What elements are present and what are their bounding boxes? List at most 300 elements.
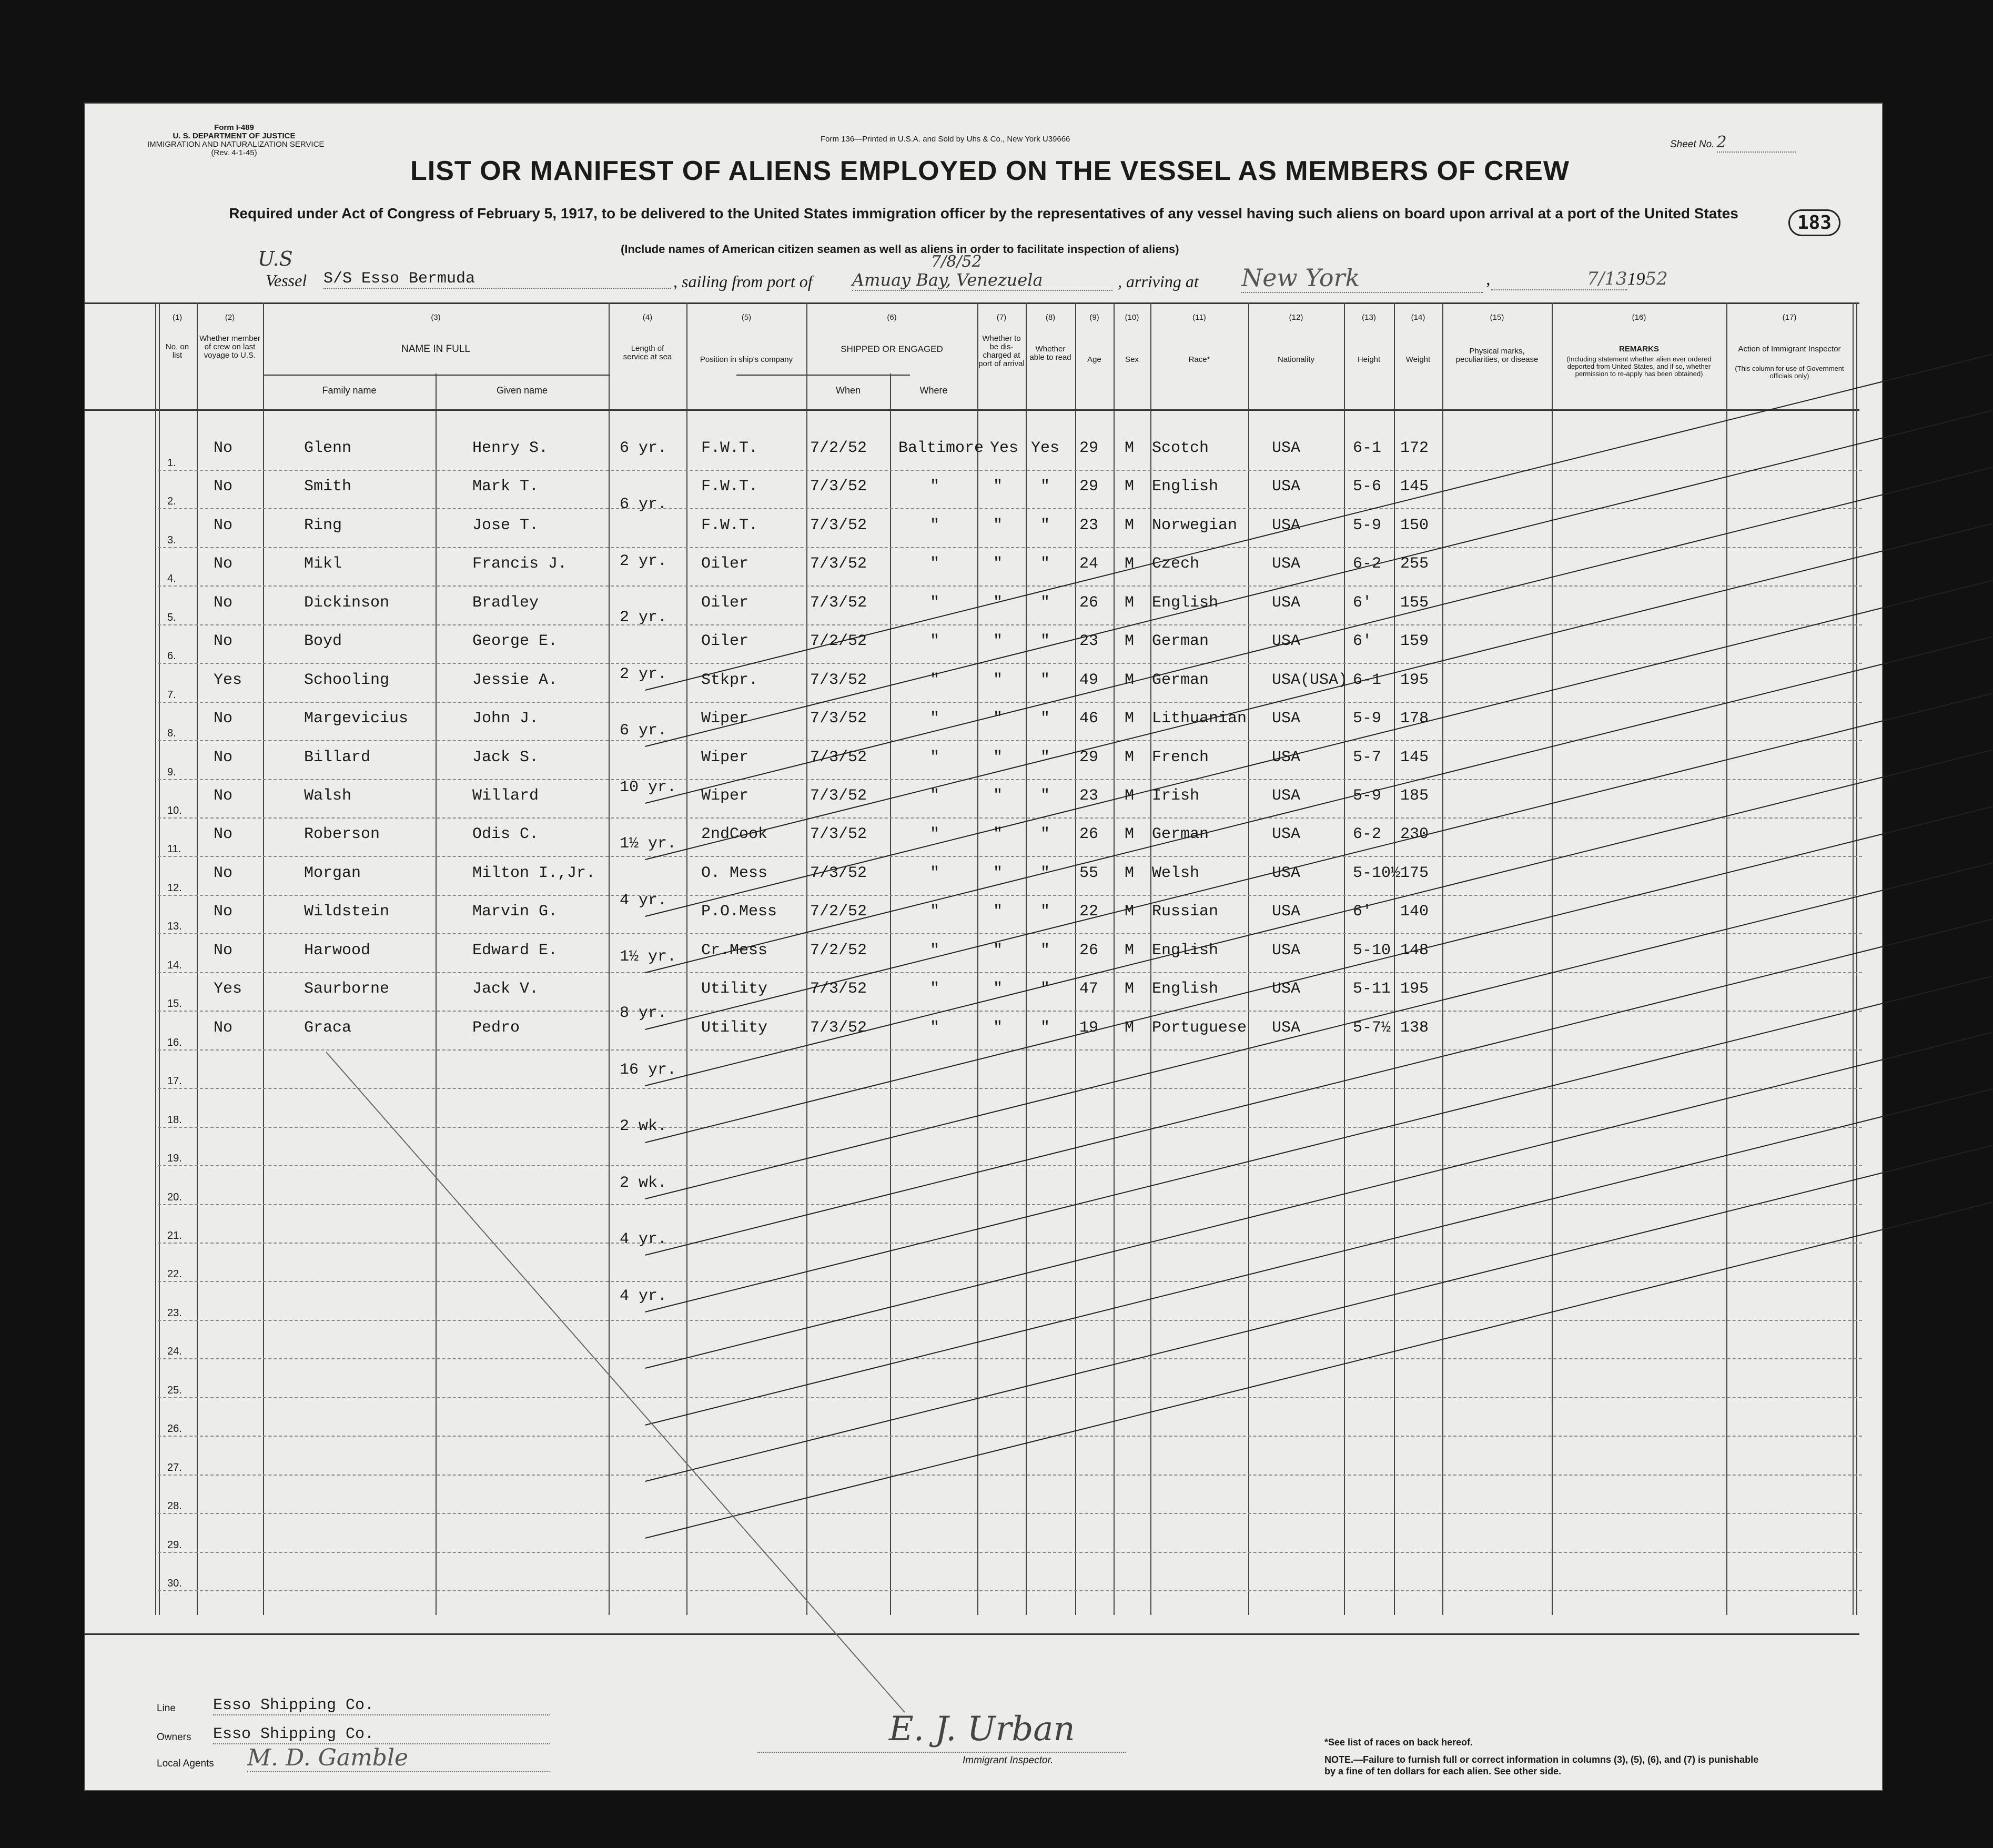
line-value: Esso Shipping Co.: [213, 1696, 550, 1715]
line-number: 13.: [167, 921, 182, 932]
height-cell: 6-1: [1353, 439, 1382, 457]
age-cell: 19: [1079, 1019, 1099, 1037]
race-cell: Norwegian: [1152, 517, 1238, 534]
col-num-2: (2): [225, 313, 235, 322]
discharged-cell: ": [993, 671, 1003, 689]
service-length-cell: 2 yr.: [620, 552, 1993, 570]
last-voyage-cell: No: [214, 942, 233, 960]
sheet-number: 2: [1717, 133, 1796, 153]
col-header-discharged: Whether to be dis-charged at port of arrival: [978, 334, 1025, 368]
discharged-cell: Yes: [990, 439, 1019, 457]
line-number: 23.: [167, 1307, 182, 1319]
sex-cell: M: [1125, 787, 1135, 805]
nationality-cell: USA: [1272, 710, 1301, 728]
discharged-cell: ": [993, 864, 1003, 882]
position-cell: F.W.T.: [701, 439, 758, 457]
service-length-cell: 6 yr.: [620, 722, 1993, 740]
last-voyage-cell: Yes: [214, 671, 242, 689]
race-cell: German: [1152, 632, 1209, 650]
height-cell: 5-7: [1353, 749, 1382, 766]
family-name-cell: Mikl: [304, 555, 342, 573]
shipped-when-cell: 7/3/52: [810, 517, 867, 534]
weight-cell: 150: [1400, 517, 1429, 534]
position-cell: Utility: [701, 1019, 768, 1037]
weight-cell: 145: [1400, 749, 1429, 766]
vessel-label: Vessel: [266, 271, 307, 290]
line-number: 26.: [167, 1423, 182, 1435]
subtitle: Required under Act of Congress of February 5, 1917, to be delivered to the United States immigration officer by the representatives of any vessel having such aliens on board upon arrival at a port of the United States: [229, 205, 1738, 221]
able-to-read-cell: ": [1040, 632, 1050, 650]
service-length-cell: 4 yr.: [620, 892, 1993, 910]
line-number: 28.: [167, 1500, 182, 1512]
family-name-cell: Smith: [304, 478, 352, 496]
given-name-cell: Willard: [472, 787, 539, 805]
race-cell: Portuguese: [1152, 1019, 1247, 1037]
height-cell: 6-2: [1353, 825, 1382, 843]
shipped-where-cell: ": [930, 864, 940, 882]
last-voyage-cell: No: [214, 787, 233, 805]
able-to-read-cell: ": [1040, 478, 1050, 496]
family-name-cell: Walsh: [304, 787, 352, 805]
family-name-cell: Dickinson: [304, 594, 390, 612]
nationality-cell: USA: [1272, 517, 1301, 534]
height-cell: 5-9: [1353, 787, 1382, 805]
line-number: 15.: [167, 998, 182, 1009]
race-cell: Lithuanian: [1152, 710, 1247, 728]
able-to-read-cell: ": [1040, 825, 1050, 843]
line-number: 20.: [167, 1191, 182, 1203]
line-number: 17.: [167, 1075, 182, 1087]
sex-cell: M: [1125, 671, 1135, 689]
age-cell: 55: [1079, 864, 1099, 882]
col-num-3: (3): [431, 313, 441, 322]
line-number: 11.: [167, 843, 181, 855]
family-name-cell: Ring: [304, 517, 342, 534]
printer-line: Form 136—Printed in U.S.A. and Sold by Uhs & Co., New York U39666: [821, 135, 1070, 144]
service-length-cell: 1½ yr.: [620, 948, 1993, 966]
discharged-cell: ": [993, 594, 1003, 612]
shipped-where-cell: Baltimore: [898, 439, 984, 457]
age-cell: 23: [1079, 787, 1099, 805]
shipped-when-cell: 7/2/52: [810, 903, 867, 921]
discharged-cell: ": [993, 942, 1003, 960]
given-name-cell: Pedro: [472, 1019, 520, 1037]
position-cell: Wiper: [701, 749, 749, 766]
col-header-shipped-when: When: [835, 385, 861, 396]
last-voyage-cell: No: [214, 710, 233, 728]
arrival-date-handwritten: 7/13: [1491, 268, 1627, 290]
col-num-17: (17): [1782, 313, 1797, 322]
height-cell: 5-9: [1353, 710, 1382, 728]
form-number: Form I-489: [214, 123, 254, 132]
nationality-cell: USA: [1272, 825, 1301, 843]
shipped-when-cell: 7/2/52: [810, 632, 867, 650]
shipped-where-cell: ": [930, 787, 940, 805]
age-cell: 46: [1079, 710, 1099, 728]
inspector-label: Immigrant Inspector.: [963, 1755, 1054, 1766]
last-voyage-cell: No: [214, 594, 233, 612]
owners-value: Esso Shipping Co.: [213, 1725, 550, 1744]
page-title: LIST OR MANIFEST OF ALIENS EMPLOYED ON THE VESSEL AS MEMBERS OF CREW: [410, 156, 1570, 186]
given-name-cell: Marvin G.: [472, 903, 558, 921]
last-voyage-cell: No: [214, 864, 233, 882]
col-num-5: (5): [741, 313, 752, 322]
given-name-cell: Henry S.: [472, 439, 549, 457]
height-cell: 5-9: [1353, 517, 1382, 534]
shipped-where-cell: ": [930, 710, 940, 728]
position-cell: Oiler: [701, 555, 749, 573]
agents-value: M. D. Gamble: [247, 1744, 550, 1772]
col-num-13: (13): [1362, 313, 1376, 322]
age-cell: 47: [1079, 980, 1099, 998]
line-number: 9.: [167, 766, 176, 778]
last-voyage-cell: No: [214, 903, 233, 921]
last-voyage-cell: No: [214, 749, 233, 766]
line-number: 18.: [167, 1114, 182, 1126]
height-cell: 6-2: [1353, 555, 1382, 573]
form-revision: (Rev. 4-1-45): [211, 148, 257, 157]
col-header-remarks-note: (Including statement whether alien ever ordered deported from United States, and if so, whether permission to re-apply has been obtained): [1566, 355, 1712, 378]
shipped-when-cell: 7/3/52: [810, 787, 867, 805]
shipped-where-cell: ": [930, 903, 940, 921]
discharged-cell: ": [993, 1019, 1003, 1037]
line-number: 19.: [167, 1153, 182, 1164]
col-num-7: (7): [996, 313, 1007, 322]
sex-cell: M: [1125, 864, 1135, 882]
col-num-11: (11): [1192, 313, 1206, 322]
height-cell: 5-6: [1353, 478, 1382, 496]
nationality-cell: USA: [1272, 439, 1301, 457]
race-cell: English: [1152, 942, 1219, 960]
last-voyage-cell: No: [214, 439, 233, 457]
sheet-label: Sheet No.: [1670, 139, 1715, 150]
position-cell: Utility: [701, 980, 768, 998]
service-length-cell: 2 yr.: [620, 609, 1993, 627]
service-length-cell: 1½ yr.: [620, 835, 1993, 853]
weight-cell: 185: [1400, 787, 1429, 805]
position-cell: F.W.T.: [701, 478, 758, 496]
able-to-read-cell: ": [1040, 1019, 1050, 1037]
weight-cell: 140: [1400, 903, 1429, 921]
sex-cell: M: [1125, 555, 1135, 573]
note-text: —Failure to furnish full or correct information in columns (3), (5), (6), and (7) is punishable by a fine of ten dollars for each alien. See other side.: [1324, 1754, 1759, 1776]
family-name-cell: Margevicius: [304, 710, 409, 728]
nationality-cell: USA: [1272, 555, 1301, 573]
age-cell: 23: [1079, 517, 1099, 534]
weight-cell: 145: [1400, 478, 1429, 496]
age-cell: 49: [1079, 671, 1099, 689]
col-header-weight: Weight: [1405, 355, 1431, 364]
given-name-cell: Jessie A.: [472, 671, 558, 689]
height-cell: 6-1: [1353, 671, 1382, 689]
given-name-cell: Odis C.: [472, 825, 539, 843]
agents-label: Local Agents: [157, 1758, 214, 1769]
last-voyage-cell: No: [214, 1019, 233, 1037]
height-cell: 5-11: [1353, 980, 1391, 998]
col-header-inspector-note: (This column for use of Government officials only): [1735, 365, 1844, 380]
shipped-where-cell: ": [930, 517, 940, 534]
given-name-cell: George E.: [472, 632, 558, 650]
line-number: 3.: [167, 534, 176, 546]
col-header-family-name: Family name: [322, 385, 377, 396]
able-to-read-cell: ": [1040, 980, 1050, 998]
col-header-sex: Sex: [1125, 355, 1139, 364]
family-name-cell: Morgan: [304, 864, 361, 882]
able-to-read-cell: ": [1040, 555, 1050, 573]
shipped-where-cell: ": [930, 749, 940, 766]
weight-cell: 155: [1400, 594, 1429, 612]
arrival-year-prefix: 19: [1627, 269, 1645, 289]
vessel-prefix: U.S: [258, 247, 293, 270]
sex-cell: M: [1125, 1019, 1135, 1037]
shipped-when-cell: 7/3/52: [810, 1019, 867, 1037]
last-voyage-cell: No: [214, 478, 233, 496]
able-to-read-cell: ": [1040, 787, 1050, 805]
arrival-year-suffix: 52: [1645, 268, 1668, 289]
family-name-cell: Boyd: [304, 632, 342, 650]
inspector-signature: E. J. Urban: [889, 1710, 1075, 1749]
col-header-given-name: Given name: [496, 385, 548, 396]
line-number: 10.: [167, 805, 182, 816]
weight-cell: 195: [1400, 671, 1429, 689]
position-cell: O. Mess: [701, 864, 768, 882]
race-cell: Irish: [1152, 787, 1200, 805]
nationality-cell: USA: [1272, 903, 1301, 921]
service-length-cell: 6 yr.: [620, 439, 1993, 457]
sex-cell: M: [1125, 478, 1135, 496]
service-length-cell: 16 yr.: [620, 1061, 1993, 1079]
race-cell: English: [1152, 478, 1219, 496]
height-cell: 6': [1353, 903, 1372, 921]
height-cell: 5-7½: [1353, 1019, 1391, 1037]
able-to-read-cell: Yes: [1031, 439, 1060, 457]
given-name-cell: Milton I.,Jr.: [472, 864, 596, 882]
position-cell: P.O.Mess: [701, 903, 777, 921]
weight-cell: 230: [1400, 825, 1429, 843]
shipped-where-cell: ": [930, 594, 940, 612]
position-cell: F.W.T.: [701, 517, 758, 534]
note-label: NOTE.: [1324, 1754, 1354, 1765]
service-length-cell: 10 yr.: [620, 779, 1993, 796]
arrival-date: , 7/131952: [1486, 268, 1668, 289]
race-cell: Czech: [1152, 555, 1200, 573]
line-number: 8.: [167, 728, 176, 739]
vessel-name: S/S Esso Bermuda: [323, 270, 671, 289]
col-header-length-of-service: Length of service at sea: [623, 344, 672, 361]
able-to-read-cell: ": [1040, 671, 1050, 689]
col-num-12: (12): [1289, 313, 1303, 322]
age-cell: 29: [1079, 439, 1099, 457]
nationality-cell: USA(USA): [1272, 671, 1348, 689]
col-header-position: Position in ship's company: [700, 355, 793, 364]
sex-cell: M: [1125, 710, 1135, 728]
family-name-cell: Harwood: [304, 942, 371, 960]
shipped-where-cell: ": [930, 671, 940, 689]
col-header-last-voyage: Whether member of crew on last voyage to U.S.: [199, 334, 260, 360]
shipped-where-cell: ": [930, 980, 940, 998]
discharged-cell: ": [993, 980, 1003, 998]
col-num-4: (4): [642, 313, 653, 322]
stamp-number: 183: [1788, 209, 1840, 236]
family-name-cell: Roberson: [304, 825, 380, 843]
race-cell: Scotch: [1152, 439, 1209, 457]
line-number: 21.: [167, 1230, 182, 1241]
given-name-cell: John J.: [472, 710, 539, 728]
line-number: 4.: [167, 573, 176, 584]
discharged-cell: ": [993, 478, 1003, 496]
line-number: 27.: [167, 1462, 182, 1473]
nationality-cell: USA: [1272, 942, 1301, 960]
age-cell: 26: [1079, 594, 1099, 612]
sex-cell: M: [1125, 942, 1135, 960]
weight-cell: 159: [1400, 632, 1429, 650]
shipped-where-cell: ": [930, 555, 940, 573]
shipped-where-cell: ": [930, 825, 940, 843]
height-cell: 5-10: [1353, 942, 1391, 960]
given-name-cell: Bradley: [472, 594, 539, 612]
weight-cell: 195: [1400, 980, 1429, 998]
line-number: 16.: [167, 1037, 182, 1048]
given-name-cell: Jack S.: [472, 749, 539, 766]
col-header-shipped: SHIPPED OR ENGAGED: [841, 344, 943, 354]
shipped-when-cell: 7/2/52: [810, 942, 867, 960]
race-cell: English: [1152, 594, 1219, 612]
col-num-1: (1): [172, 313, 183, 322]
discharged-cell: ": [993, 710, 1003, 728]
age-cell: 22: [1079, 903, 1099, 921]
family-name-cell: Glenn: [304, 439, 352, 457]
age-cell: 29: [1079, 749, 1099, 766]
position-cell: Stkpr.: [701, 671, 758, 689]
service-name: IMMIGRATION AND NATURALIZATION SERVICE: [147, 140, 325, 149]
race-cell: German: [1152, 825, 1209, 843]
sail-date: 7/8/52: [931, 253, 982, 271]
discharged-cell: ": [993, 555, 1003, 573]
sex-cell: M: [1125, 517, 1135, 534]
line-number: 5.: [167, 612, 176, 623]
able-to-read-cell: ": [1040, 942, 1050, 960]
given-name-cell: Edward E.: [472, 942, 558, 960]
col-header-shipped-where: Where: [919, 385, 948, 396]
position-cell: Oiler: [701, 632, 749, 650]
shipped-when-cell: 7/3/52: [810, 555, 867, 573]
races-note: *See list of races on back hereof.: [1324, 1737, 1473, 1748]
col-header-age: Age: [1087, 355, 1101, 364]
nationality-cell: USA: [1272, 478, 1301, 496]
able-to-read-cell: ": [1040, 903, 1050, 921]
age-cell: 26: [1079, 825, 1099, 843]
line-number: 14.: [167, 960, 182, 971]
nationality-cell: USA: [1272, 980, 1301, 998]
family-name-cell: Wildstein: [304, 903, 390, 921]
sailing-label: , sailing from port of: [673, 272, 813, 291]
family-name-cell: Schooling: [304, 671, 390, 689]
nationality-cell: USA: [1272, 632, 1301, 650]
sex-cell: M: [1125, 439, 1135, 457]
race-cell: Welsh: [1152, 864, 1200, 882]
shipped-when-cell: 7/3/52: [810, 671, 867, 689]
line-number: 6.: [167, 650, 176, 662]
discharged-cell: ": [993, 749, 1003, 766]
line-number: 30.: [167, 1578, 182, 1589]
weight-cell: 175: [1400, 864, 1429, 882]
service-length-cell: 2 wk.: [620, 1117, 1993, 1135]
position-cell: Wiper: [701, 710, 749, 728]
shipped-where-cell: ": [930, 632, 940, 650]
age-cell: 24: [1079, 555, 1099, 573]
service-length-cell: 4 yr.: [620, 1230, 1993, 1248]
race-cell: English: [1152, 980, 1219, 998]
family-name-cell: Billard: [304, 749, 371, 766]
shipped-when-cell: 7/3/52: [810, 864, 867, 882]
discharged-cell: ": [993, 903, 1003, 921]
sex-cell: M: [1125, 903, 1135, 921]
age-cell: 26: [1079, 942, 1099, 960]
arriving-label-text: arriving at: [1126, 272, 1199, 291]
discharged-cell: ": [993, 825, 1003, 843]
col-header-race: Race*: [1188, 355, 1210, 364]
port-from: Amuay Bay, Venezuela: [852, 270, 1112, 291]
line-number: 22.: [167, 1268, 182, 1280]
service-length-cell: 2 yr.: [620, 665, 1993, 683]
service-length-cell: 2 wk.: [620, 1174, 1993, 1192]
sex-cell: M: [1125, 825, 1135, 843]
shipped-where-cell: ": [930, 1019, 940, 1037]
owners-label: Owners: [157, 1732, 191, 1743]
discharged-cell: ": [993, 517, 1003, 534]
able-to-read-cell: ": [1040, 749, 1050, 766]
sex-cell: M: [1125, 980, 1135, 998]
height-cell: 5-10½: [1353, 864, 1401, 882]
last-voyage-cell: No: [214, 555, 233, 573]
col-num-10: (10): [1125, 313, 1139, 322]
line-number: 7.: [167, 689, 176, 701]
race-cell: German: [1152, 671, 1209, 689]
line-number: 2.: [167, 496, 176, 507]
col-num-16: (16): [1632, 313, 1646, 322]
given-name-cell: Francis J.: [472, 555, 568, 573]
weight-cell: 255: [1400, 555, 1429, 573]
height-cell: 6': [1353, 632, 1372, 650]
line-number: 25.: [167, 1385, 182, 1396]
shipped-where-cell: ": [930, 942, 940, 960]
sex-cell: M: [1125, 632, 1135, 650]
race-cell: Russian: [1152, 903, 1219, 921]
shipped-when-cell: 7/3/52: [810, 478, 867, 496]
col-num-15: (15): [1490, 313, 1504, 322]
col-header-no-on-list: No. on list: [165, 342, 189, 360]
age-cell: 29: [1079, 478, 1099, 496]
race-cell: French: [1152, 749, 1209, 766]
position-cell: Cr.Mess: [701, 942, 768, 960]
col-header-inspector-action: Action of Immigrant Inspector: [1738, 345, 1841, 354]
nationality-cell: USA: [1272, 1019, 1301, 1037]
shipped-when-cell: 7/3/52: [810, 825, 867, 843]
last-voyage-cell: No: [214, 517, 233, 534]
col-num-9: (9): [1089, 313, 1099, 322]
service-length-cell: 8 yr.: [620, 1004, 1993, 1022]
age-cell: 23: [1079, 632, 1099, 650]
col-header-able-to-read: Whether able to read: [1029, 345, 1071, 362]
line-number: 1.: [167, 457, 176, 469]
nationality-cell: USA: [1272, 787, 1301, 805]
col-header-nationality: Nationality: [1277, 355, 1315, 364]
col-num-6: (6): [887, 313, 897, 322]
department-name: U. S. DEPARTMENT OF JUSTICE: [173, 132, 296, 140]
col-header-height: Height: [1357, 355, 1381, 364]
shipped-when-cell: 7/3/52: [810, 749, 867, 766]
col-num-14: (14): [1411, 313, 1425, 322]
